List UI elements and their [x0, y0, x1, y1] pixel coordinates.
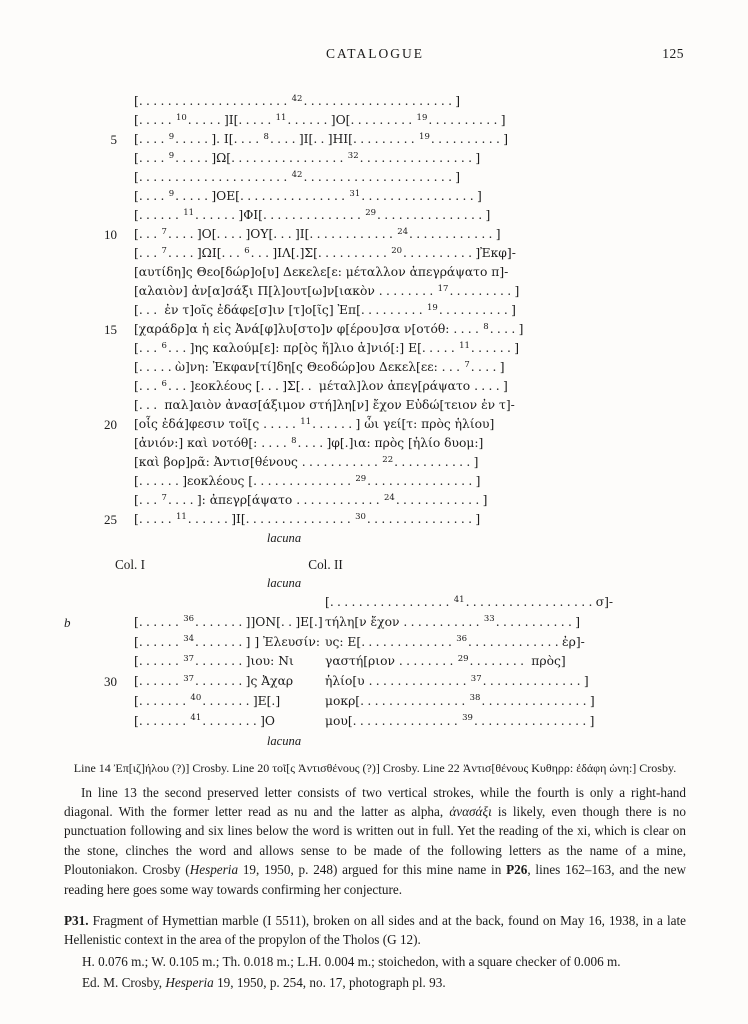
- inscription-line: [64, 225, 686, 244]
- line-text: [αυτίδη]ς Θεο[δώρ]ο[υ] Δεκελε[ε: μέταλλον ἀπεγράψατο π]-: [134, 265, 509, 279]
- line-text: [ἀνιόν:] καὶ νοτόθ[: ....$^8$....]φ[.]ια: πρὸς [ἡλίο δυομ:]: [134, 435, 484, 450]
- line-number: 10: [104, 227, 117, 242]
- column-row: [64, 652, 686, 672]
- inscription-line: [64, 206, 686, 225]
- column-row: [64, 593, 686, 613]
- line-text: [...$^6$...]ης καλούμ[ε]: πρ[ὸς ἥ]λιο ἀ]νιό[:] Ε[.....$^{11}$......]: [134, 340, 520, 355]
- line-number: [64, 111, 134, 130]
- line-number: [64, 358, 134, 377]
- line-text: [...$^7$....]: ἀπεγρ[άψατο ............$^{24}$............]: [134, 492, 488, 507]
- apparatus-criticus: Line 14 Ἐπ[ιζ]ήλου (?)] Crosby. Line 20 τοῖ[ς Ἀντισθένους (?)] Crosby. Line 22 Ἀντισ[θένους Κυθηρρ: ἐδάφη ὠνη:] Crosby.: [73, 760, 677, 775]
- col1-text: [134, 593, 325, 613]
- line-text: [.....................$^{42}$.....................]: [134, 93, 461, 108]
- line-text: [οἷς ἐδά]φεσιν τοῖ[ς .....$^{11}$......] ὧι γεί[τ: πρὸς ἡλίου]: [134, 416, 495, 431]
- col1-text: [......$^{34}$.......] ] Ἐλευσίν:: [134, 634, 321, 649]
- inscription-line: [64, 434, 686, 453]
- line-text: [καὶ βορ]ρᾶ: Ἀντισ[θένους ...........$^{22}$...........]: [134, 454, 479, 469]
- inscription-line: [64, 491, 686, 510]
- col2-text: μου[...............$^{39}$................]: [325, 713, 595, 728]
- line-text: [......$^{11}$......]ΦΙ[..............$^{29}$...............]: [134, 207, 491, 222]
- col2-header: Col. II: [308, 557, 343, 572]
- fragment-marker: [64, 712, 84, 732]
- line-number: 5: [110, 132, 117, 147]
- line-number: 15: [104, 322, 117, 337]
- line-number: [84, 652, 134, 672]
- fragment-marker: b: [64, 614, 71, 630]
- entry-p31-edition: Ed. M. Crosby, Hesperia 19, 1950, p. 254, no. 17, photograph pl. 93.: [82, 975, 446, 991]
- line-text: [....$^9$.....]ΟΕ[...............$^{31}$................]: [134, 188, 482, 203]
- inscription-transcription: [64, 92, 686, 548]
- inscription-line: [64, 130, 686, 149]
- line-number: [64, 187, 134, 206]
- inscription-line: [64, 187, 686, 206]
- inscription-line: [64, 301, 686, 320]
- col1-text: [......$^{37}$.......]ιου: Νι: [134, 653, 294, 669]
- inscription-lines: [64, 92, 686, 529]
- inscription-line: [64, 111, 686, 130]
- fragment-marker: [64, 672, 84, 692]
- line-number: [64, 339, 134, 358]
- line-number: [84, 712, 134, 732]
- fragment-marker: [64, 692, 84, 712]
- inscription-line: [64, 263, 686, 282]
- column-row: [64, 692, 686, 712]
- line-number: [64, 206, 134, 225]
- column-headers: [64, 555, 686, 574]
- entry-p31-description: P31. Fragment of Hymettian marble (I 5511), broken on all sides and at the back, found on May 16, 1938, in a late Hellenistic context in the area of the propylon of the Tholos (G 12).: [64, 913, 686, 948]
- line-number: [64, 434, 134, 453]
- inscription-line: [64, 396, 686, 415]
- col1-text: [......$^{36}$.......]]ΟΝ[..]Ε[.]: [134, 614, 323, 629]
- line-number: [64, 282, 134, 301]
- column-rows: [64, 593, 686, 732]
- col1-header: Col. I: [115, 557, 146, 572]
- line-number: 30: [104, 674, 117, 690]
- line-number: 20: [104, 417, 117, 432]
- lacuna-note-1: lacuna: [266, 531, 302, 545]
- line-text: [...$^6$...]εοκλέους [...]Σ[.. μέταλ]λον ἀπεγ[ράψατο ....]: [134, 378, 508, 393]
- line-number: [64, 453, 134, 472]
- inscription-line: [64, 282, 686, 301]
- line-text: [.....$^{10}$.....]Ι[.....$^{11}$......]Ο[.........$^{19}$..........]: [134, 112, 506, 127]
- col1-text: [.......$^{41}$........]Ο: [134, 713, 275, 728]
- line-number: [64, 491, 134, 510]
- line-number: [64, 377, 134, 396]
- line-number: [84, 692, 134, 712]
- column-row: [64, 672, 686, 692]
- column-row: [64, 712, 686, 732]
- inscription-line: [64, 168, 686, 187]
- page-header: [64, 46, 686, 62]
- column-row: [64, 613, 686, 633]
- fragment-marker: [64, 633, 84, 653]
- line-text: [...$^7$....]Ο[....]ΟΥ[...]Ι[............$^{24}$............]: [134, 226, 501, 241]
- line-number: [64, 149, 134, 168]
- column-row: [64, 633, 686, 653]
- fragment-marker: [64, 593, 84, 613]
- inscription-line: [64, 472, 686, 491]
- line-text: [.....................$^{42}$.....................]: [134, 169, 461, 184]
- inscription-line: [64, 244, 686, 263]
- inscription-line: [64, 415, 686, 434]
- line-number: 25: [104, 512, 117, 527]
- lacuna-note-3: lacuna: [266, 733, 302, 748]
- line-text: [... παλ]αιὸν ἀνασ[άξιμον στή]λη[ν] ἔχον Εὐδώ[τειον ἐν τ]-: [134, 398, 515, 412]
- col1-text: [.......$^{40}$.......]Ε[.]: [134, 693, 281, 708]
- line-number: [64, 244, 134, 263]
- inscription-line: [64, 358, 686, 377]
- inscription-line: [64, 149, 686, 168]
- fragment-marker: [64, 652, 84, 672]
- line-number: [64, 301, 134, 320]
- col2-text: ἡλίο[υ ..............$^{37}$..............]: [325, 673, 589, 689]
- line-text: [... ἐν τ]οῖς ἐδάφε[σ]ιν [τ]ο[ῖς] Ἐπ[.........$^{19}$..........]: [134, 302, 516, 317]
- entry-p31-dimensions: H. 0.076 m.; W. 0.105 m.; Th. 0.018 m.; L.H. 0.004 m.; stoichedon, with a square checker of 0.006 m.: [82, 953, 621, 969]
- running-head: CATALOGUE: [326, 46, 424, 61]
- inscription-line: [64, 320, 686, 339]
- line-text: [......]εοκλέους [..............$^{29}$...............]: [134, 473, 481, 488]
- line-number: [84, 613, 134, 633]
- line-text: [....$^9$.....]. Ι[....$^8$....]Ι[..]ΗΙ[.........$^{19}$..........]: [134, 131, 508, 146]
- commentary-paragraph: In line 13 the second preserved letter consists of two vertical strokes, while the fourth is only a right-hand diagonal. With the former letter read as nu and the latter as alpha, ἀνασάξι is likely, even though there is no punctuation following and six lines below the word is written out in full. Yet the reading of the xi, which is clear on the stone, clinches the word and allows sense to be made of the following letters as the name of a mine, Ploutoniakon. Crosby (Hesperia 19, 1950, p. 248) argued for this mine name in P26, lines 162–163, and the new reading here goes some way towards confirming her conjecture.: [64, 784, 686, 897]
- col1-text: [......$^{37}$.......]ς Ἀχαρ: [134, 673, 294, 689]
- inscription-line: [64, 453, 686, 472]
- line-number: [64, 92, 134, 111]
- inscription-line: [64, 92, 686, 111]
- inscription-line: [64, 377, 686, 396]
- col2-text: μοκρ[...............$^{38}$...............]: [325, 693, 595, 708]
- inscription-line: [64, 339, 686, 358]
- line-text: [....$^9$.....]Ω[................$^{32}$................]: [134, 150, 481, 165]
- lacuna-note-2: lacuna: [266, 576, 302, 590]
- line-number: [64, 396, 134, 415]
- line-number: [84, 593, 134, 613]
- col2-text: υς: Ε[.............$^{36}$.............ἐρ]-: [325, 634, 585, 649]
- line-text: [...$^7$....]ΩΙ[...$^6$...]ΙΛ[.]Σ[..........$^{20}$..........]Ἐκφ]-: [134, 245, 516, 260]
- line-text: [.....$^{11}$......]Ι[...............$^{30}$...............]: [134, 511, 481, 526]
- line-number: [64, 168, 134, 187]
- page-number: 125: [662, 46, 684, 61]
- col2-text: γαστή[ριον ........$^{29}$........ πρὸς]: [325, 653, 566, 669]
- line-number: [64, 472, 134, 491]
- inscription-line: [64, 510, 686, 529]
- line-text: [αλαιὸν] ἀν[α]σάξι Π[λ]ουτ[ω]ν[ιακὸν ........$^{17}$.........]: [134, 283, 520, 298]
- col2-text: [.................$^{41}$..................σ]-: [325, 594, 614, 609]
- col2-text: τήλη[ν ἔχον ...........$^{33}$...........]: [325, 614, 581, 629]
- line-number: [84, 633, 134, 653]
- line-number: [64, 263, 134, 282]
- line-text: [χαράδρ]α ἡ εἰς Ἀνά[φ]λυ[στο]ν φ[έρου]σα ν[οτόθ: ....$^8$....]: [134, 321, 524, 336]
- line-text: [.....ὼ]νη: Ἐκφαν[τί]δη[ς Θεοδώρ]ου Δεκελ[εε: ...$^7$....]: [134, 359, 505, 374]
